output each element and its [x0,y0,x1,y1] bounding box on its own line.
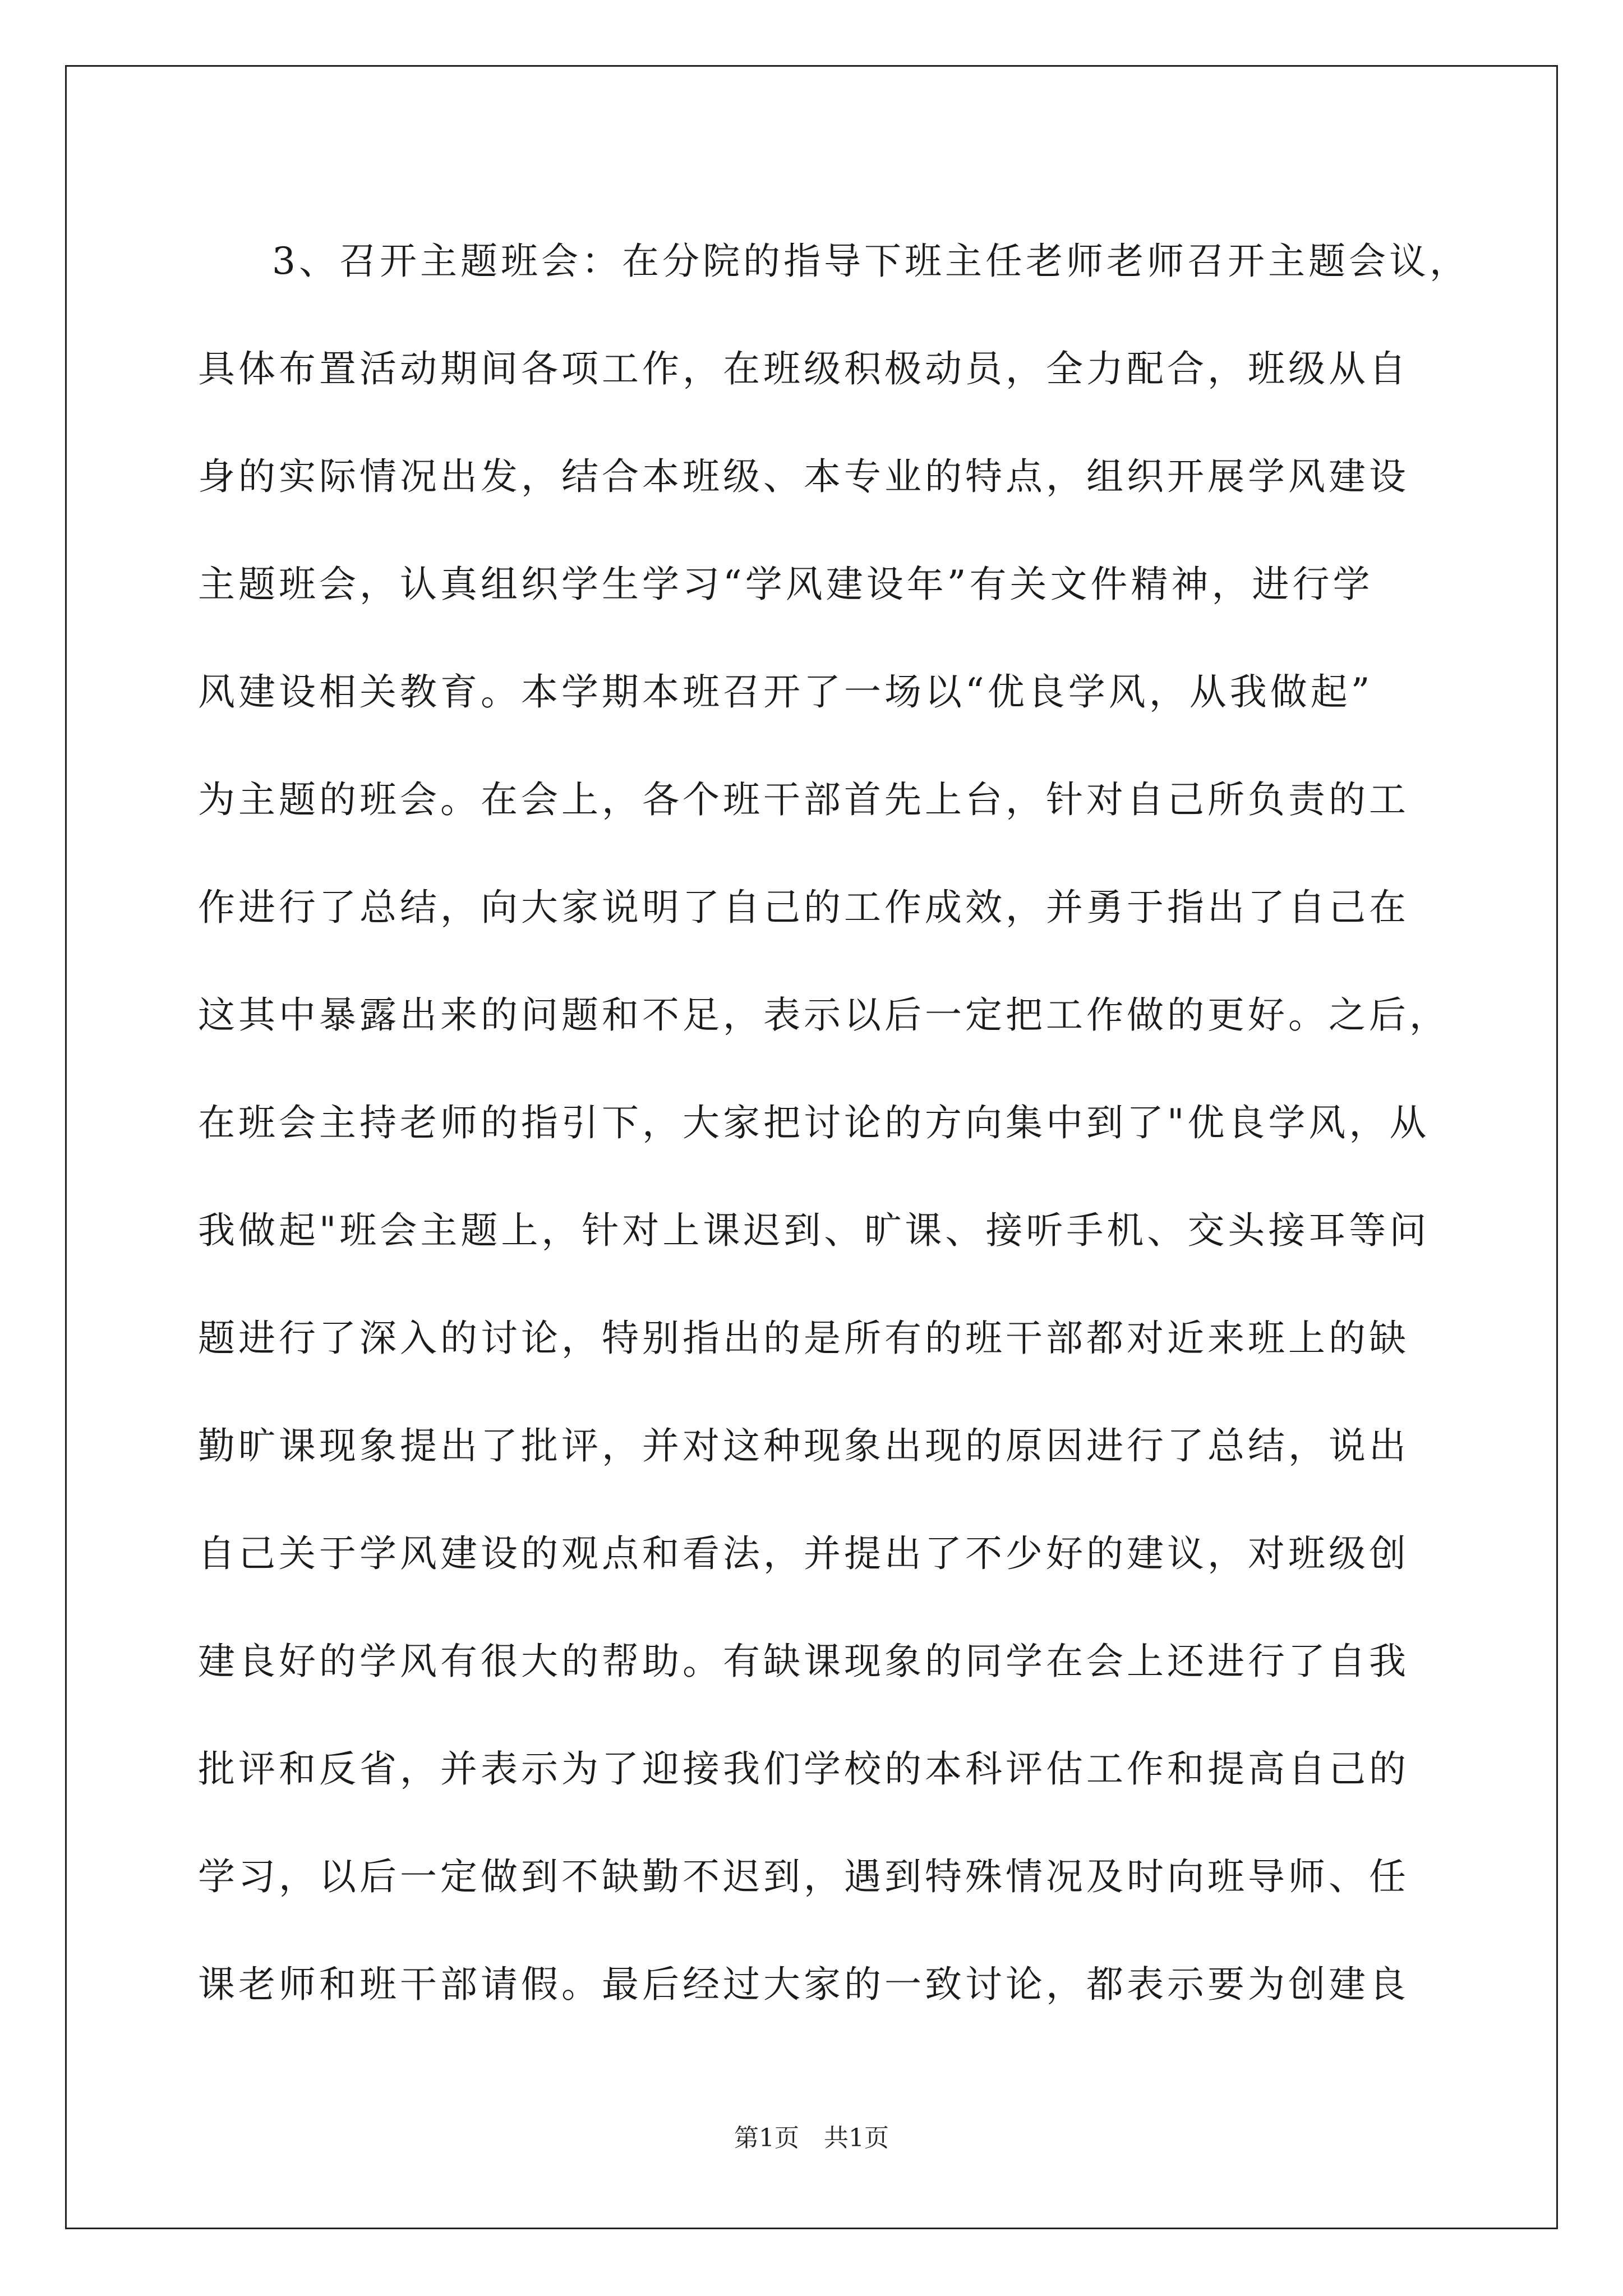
text-line-8: 这其中暴露出来的问题和不足，表示以后一定把工作做的更好。之后， [198,993,1450,1037]
text-line-12: 勤旷课现象提出了批评，并对这种现象出现的原因进行了总结，说出 [198,1424,1409,1467]
text-line-14: 建良好的学风有很大的帮助。有缺课现象的同学在会上还进行了自我 [198,1640,1409,1683]
text-line-10: 我做起"班会主题上，针对上课迟到、旷课、接听手机、交头接耳等问 [198,1209,1430,1252]
text-line-9: 在班会主持老师的指引下，大家把讨论的方向集中到了"优良学风，从 [198,1101,1430,1144]
text-line-13: 自己关于学风建设的观点和看法，并提出了不少好的建议，对班级创 [198,1532,1409,1575]
text-line-6: 为主题的班会。在会上，各个班干部首先上台，针对自己所负责的工 [198,778,1409,821]
text-line-11: 题进行了深入的讨论，特别指出的是所有的班干部都对近来班上的缺 [198,1317,1409,1360]
page-number-footer: 第1页 共1页 [734,2124,889,2152]
text-line-5: 风建设相关教育。本学期本班召开了一场以“优良学风，从我做起” [198,670,1373,714]
text-line-1: 3、召开主题班会：在分院的指导下班主任老师老师召开主题会议， [272,240,1470,283]
document-body [198,208,1470,2039]
text-line-4: 主题班会，认真组织学生学习“学风建设年”有关文件精神，进行学 [198,563,1373,606]
text-line-15: 批评和反省，并表示为了迎接我们学校的本科评估工作和提高自己的 [198,1747,1409,1791]
text-line-16: 学习，以后一定做到不缺勤不迟到，遇到特殊情况及时向班导师、任 [198,1855,1409,1898]
text-line-7: 作进行了总结，向大家说明了自己的工作成效，并勇于指出了自己在 [198,886,1409,929]
text-line-2: 具体布置活动期间各项工作，在班级积极动员，全力配合，班级从自 [198,347,1409,390]
text-line-17: 课老师和班干部请假。最后经过大家的一致讨论，都表示要为创建良 [198,1963,1409,2006]
text-line-3: 身的实际情况出发，结合本班级、本专业的特点，组织开展学风建设 [198,455,1409,498]
